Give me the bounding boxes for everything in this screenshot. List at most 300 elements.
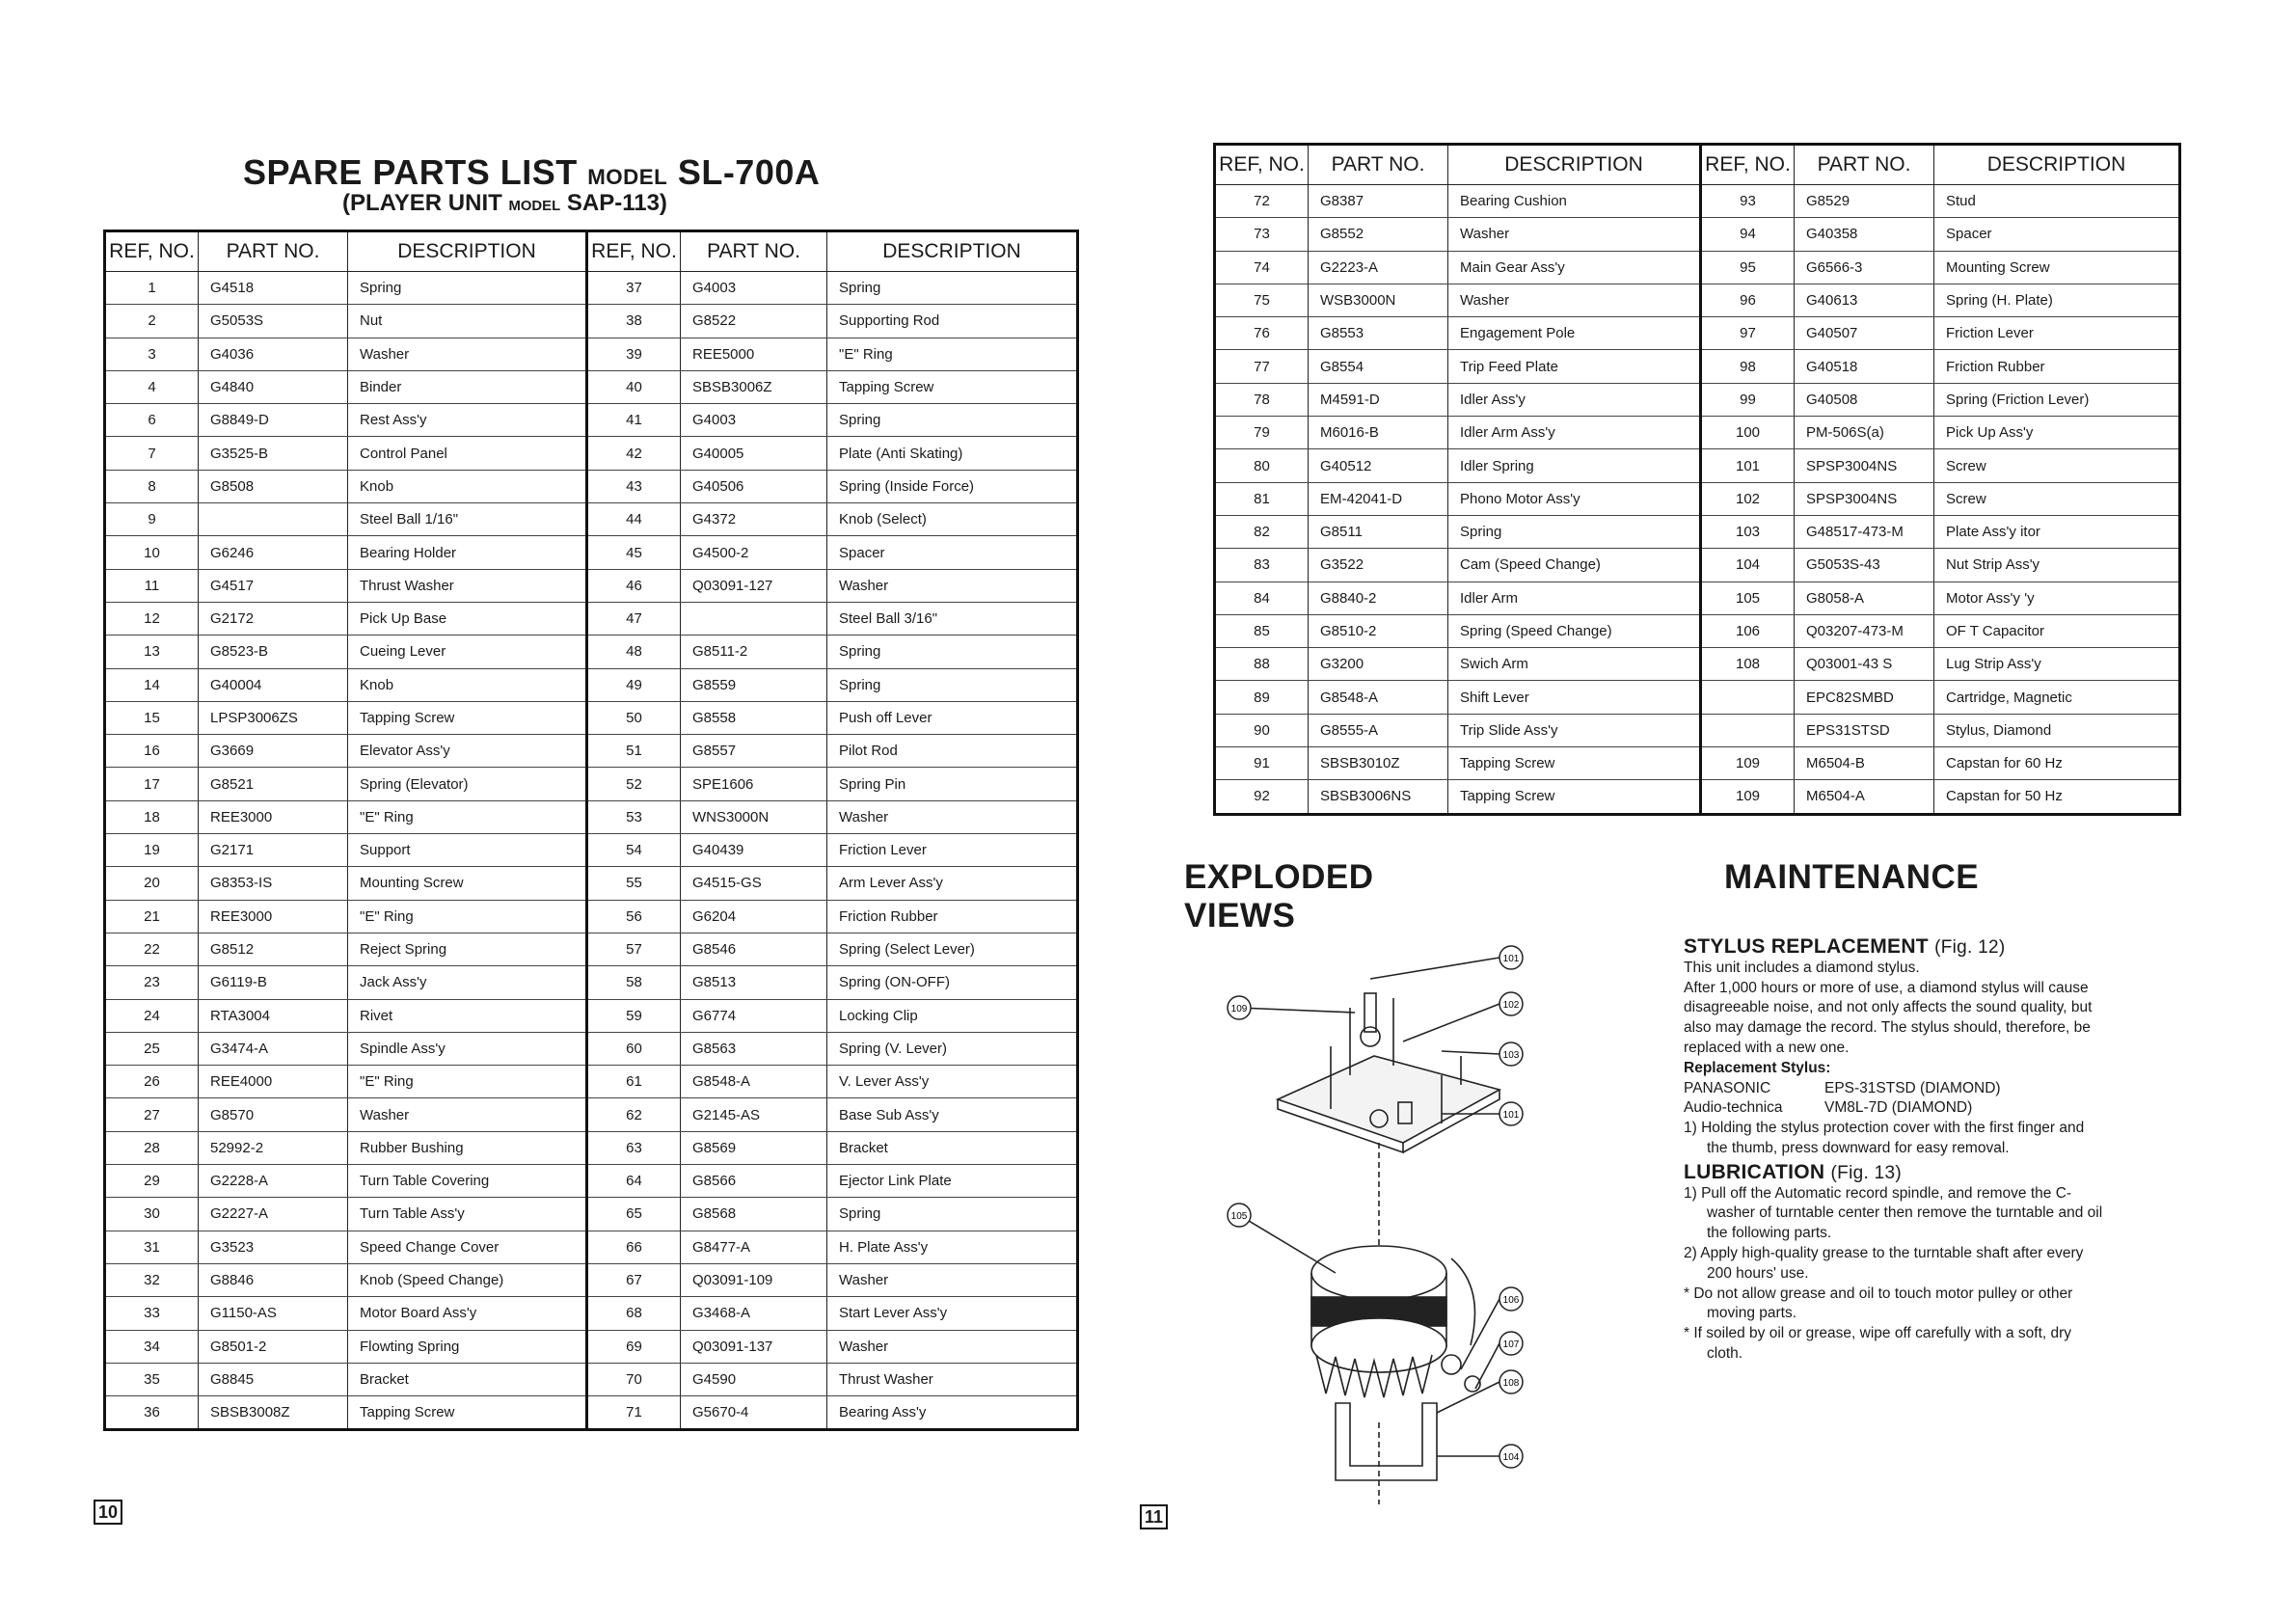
table-row bbox=[105, 1363, 1078, 1395]
ref-no-cell: 45 bbox=[587, 536, 681, 569]
description-cell: Spring (V. Lever) bbox=[827, 1032, 1078, 1065]
callout-104 bbox=[1499, 1445, 1523, 1468]
description-cell: Trip Slide Ass'y bbox=[1448, 714, 1701, 746]
part-no-cell: G3669 bbox=[199, 735, 348, 768]
maintenance-title: MAINTENANCE bbox=[1724, 858, 1980, 896]
description-cell: Turn Table Ass'y bbox=[348, 1198, 587, 1231]
part-no-cell: G40439 bbox=[681, 834, 827, 867]
ref-no-cell: 49 bbox=[587, 668, 681, 701]
part-no-cell: G8558 bbox=[681, 701, 827, 734]
ref-no-cell: 62 bbox=[587, 1098, 681, 1131]
table-row bbox=[1215, 614, 2180, 647]
table-header-row bbox=[1215, 145, 2180, 185]
ref-no-cell: 10 bbox=[105, 536, 199, 569]
description-cell: OF T Capacitor bbox=[1934, 614, 2180, 647]
description-cell: Swich Arm bbox=[1448, 648, 1701, 681]
ref-no-cell: 92 bbox=[1215, 780, 1309, 814]
description-cell: Pick Up Ass'y bbox=[1934, 417, 2180, 449]
description-cell: Elevator Ass'y bbox=[348, 735, 587, 768]
description-cell: Knob (Speed Change) bbox=[348, 1263, 587, 1296]
table-row bbox=[1215, 218, 2180, 251]
ref-no-cell: 58 bbox=[587, 966, 681, 999]
table-row bbox=[105, 999, 1078, 1032]
description-cell: Tapping Screw bbox=[348, 1396, 587, 1430]
part-no-cell: G8559 bbox=[681, 668, 827, 701]
description-cell: Washer bbox=[827, 569, 1078, 602]
table-row bbox=[1215, 648, 2180, 681]
column-header: REF, NO. bbox=[105, 231, 199, 272]
part-no-cell: G8510-2 bbox=[1309, 614, 1448, 647]
table-row bbox=[105, 503, 1078, 536]
ref-no-cell: 17 bbox=[105, 768, 199, 800]
part-no-cell: G5053S-43 bbox=[1795, 549, 1934, 582]
part-no-cell: G3523 bbox=[199, 1231, 348, 1263]
ref-no-cell: 85 bbox=[1215, 614, 1309, 647]
part-no-cell: PM-506S(a) bbox=[1795, 417, 1934, 449]
part-no-cell: G8849-D bbox=[199, 404, 348, 437]
replacement-row: PANASONIC EPS-31STSD (DIAMOND) bbox=[1684, 1079, 2001, 1096]
description-cell: Washer bbox=[827, 1330, 1078, 1363]
callout-107 bbox=[1499, 1332, 1523, 1355]
part-no-cell: M6504-B bbox=[1795, 747, 1934, 780]
svg-text:102: 102 bbox=[1502, 1000, 1520, 1011]
ref-no-cell: 46 bbox=[587, 569, 681, 602]
ref-no-cell: 91 bbox=[1215, 747, 1309, 780]
description-cell: Washer bbox=[827, 1263, 1078, 1296]
lubrication-note: * If soiled by oil or grease, wipe off carefully with a soft, dry cloth. bbox=[1684, 1325, 2072, 1362]
ref-no-cell: 63 bbox=[587, 1131, 681, 1164]
part-no-cell: REE3000 bbox=[199, 900, 348, 933]
description-cell: Spindle Ass'y bbox=[348, 1032, 587, 1065]
description-cell: Idler Arm bbox=[1448, 582, 1701, 614]
description-cell: Bracket bbox=[348, 1363, 587, 1395]
stylus-paragraph: This unit includes a diamond stylus. bbox=[1684, 959, 1920, 976]
description-cell: Speed Change Cover bbox=[348, 1231, 587, 1263]
description-cell: Pick Up Base bbox=[348, 602, 587, 635]
description-cell: Plate (Anti Skating) bbox=[827, 437, 1078, 470]
part-no-cell: G4036 bbox=[199, 338, 348, 370]
ref-no-cell: 94 bbox=[1701, 218, 1795, 251]
svg-text:103: 103 bbox=[1502, 1050, 1520, 1061]
table-row bbox=[1215, 549, 2180, 582]
ref-no-cell: 48 bbox=[587, 636, 681, 668]
table-row bbox=[1215, 417, 2180, 449]
part-no-cell: G8529 bbox=[1795, 185, 1934, 218]
ref-no-cell: 72 bbox=[1215, 185, 1309, 218]
description-cell: Thrust Washer bbox=[348, 569, 587, 602]
part-no-cell: G8387 bbox=[1309, 185, 1448, 218]
table-row bbox=[105, 569, 1078, 602]
ref-no-cell: 26 bbox=[105, 1066, 199, 1098]
part-no-cell: RTA3004 bbox=[199, 999, 348, 1032]
description-cell: Spring (Inside Force) bbox=[827, 470, 1078, 502]
ref-no-cell: 96 bbox=[1701, 284, 1795, 316]
part-no-cell: M6504-A bbox=[1795, 780, 1934, 814]
ref-no-cell: 79 bbox=[1215, 417, 1309, 449]
part-no-cell: G4518 bbox=[199, 272, 348, 305]
ref-no-cell: 13 bbox=[105, 636, 199, 668]
replacement-row: Audio-technica VM8L-7D (DIAMOND) bbox=[1684, 1099, 1973, 1117]
ref-no-cell: 89 bbox=[1215, 681, 1309, 714]
ref-no-cell: 2 bbox=[105, 305, 199, 338]
part-no-cell: SPSP3004NS bbox=[1795, 449, 1934, 482]
ref-no-cell: 9 bbox=[105, 503, 199, 536]
part-no-cell: G8477-A bbox=[681, 1231, 827, 1263]
description-cell: Spring (Speed Change) bbox=[1448, 614, 1701, 647]
description-cell: Spring (Elevator) bbox=[348, 768, 587, 800]
part-no-cell: G4590 bbox=[681, 1363, 827, 1395]
column-header: REF, NO. bbox=[1701, 145, 1795, 185]
ref-no-cell: 38 bbox=[587, 305, 681, 338]
ref-no-cell: 8 bbox=[105, 470, 199, 502]
description-cell: Reject Spring bbox=[348, 933, 587, 965]
part-no-cell: G6566-3 bbox=[1795, 251, 1934, 284]
ref-no-cell: 50 bbox=[587, 701, 681, 734]
spare-parts-table-right bbox=[1213, 143, 2181, 816]
table-row bbox=[105, 338, 1078, 370]
ref-no-cell: 93 bbox=[1701, 185, 1795, 218]
ref-no-cell: 64 bbox=[587, 1165, 681, 1198]
table-row bbox=[105, 272, 1078, 305]
table-row bbox=[105, 1263, 1078, 1296]
ref-no-cell: 4 bbox=[105, 370, 199, 403]
description-cell: Shift Lever bbox=[1448, 681, 1701, 714]
description-cell: Friction Lever bbox=[827, 834, 1078, 867]
description-cell: Spacer bbox=[1934, 218, 2180, 251]
ref-no-cell: 47 bbox=[587, 602, 681, 635]
callout-108 bbox=[1499, 1370, 1523, 1393]
part-no-cell: G8557 bbox=[681, 735, 827, 768]
ref-no-cell: 40 bbox=[587, 370, 681, 403]
table-row bbox=[1215, 482, 2180, 515]
part-no-cell: G8546 bbox=[681, 933, 827, 965]
callout-105 bbox=[1228, 1204, 1251, 1227]
description-cell: Idler Arm Ass'y bbox=[1448, 417, 1701, 449]
ref-no-cell: 1 bbox=[105, 272, 199, 305]
description-cell: Spring (H. Plate) bbox=[1934, 284, 2180, 316]
part-no-cell: G8548-A bbox=[1309, 681, 1448, 714]
ref-no-cell: 80 bbox=[1215, 449, 1309, 482]
part-no-cell: G8563 bbox=[681, 1032, 827, 1065]
description-cell: Support bbox=[348, 834, 587, 867]
description-cell: Mounting Screw bbox=[1934, 251, 2180, 284]
ref-no-cell: 52 bbox=[587, 768, 681, 800]
ref-no-cell: 68 bbox=[587, 1297, 681, 1330]
ref-no-cell: 88 bbox=[1215, 648, 1309, 681]
svg-text:101: 101 bbox=[1502, 954, 1520, 964]
description-cell: Push off Lever bbox=[827, 701, 1078, 734]
table-row bbox=[105, 536, 1078, 569]
table-row bbox=[105, 966, 1078, 999]
ref-no-cell: 66 bbox=[587, 1231, 681, 1263]
description-cell: Friction Lever bbox=[1934, 317, 2180, 350]
description-cell: Spring (Select Lever) bbox=[827, 933, 1078, 965]
ref-no-cell: 103 bbox=[1701, 515, 1795, 548]
part-no-cell: REE3000 bbox=[199, 800, 348, 833]
description-cell: Washer bbox=[1448, 284, 1701, 316]
part-no-cell: Q03091-137 bbox=[681, 1330, 827, 1363]
ref-no-cell: 76 bbox=[1215, 317, 1309, 350]
ref-no-cell: 23 bbox=[105, 966, 199, 999]
page-left bbox=[0, 0, 1128, 1623]
stylus-replacement-heading: STYLUS REPLACEMENT (Fig. 12) bbox=[1684, 935, 2006, 958]
table-row bbox=[1215, 317, 2180, 350]
page-number: 11 bbox=[1140, 1504, 1168, 1529]
part-no-cell: SBSB3010Z bbox=[1309, 747, 1448, 780]
part-no-cell: G40512 bbox=[1309, 449, 1448, 482]
part-no-cell: Q03091-127 bbox=[681, 569, 827, 602]
description-cell: Spring bbox=[348, 272, 587, 305]
description-cell: Washer bbox=[348, 338, 587, 370]
part-no-cell: G8570 bbox=[199, 1098, 348, 1131]
ref-no-cell: 14 bbox=[105, 668, 199, 701]
ref-no-cell: 90 bbox=[1215, 714, 1309, 746]
ref-no-cell: 102 bbox=[1701, 482, 1795, 515]
description-cell: Motor Ass'y 'y bbox=[1934, 582, 2180, 614]
part-no-cell: G8552 bbox=[1309, 218, 1448, 251]
table-row bbox=[105, 1396, 1078, 1430]
table-row bbox=[105, 1098, 1078, 1131]
column-header: PART NO. bbox=[1309, 145, 1448, 185]
ref-no-cell: 32 bbox=[105, 1263, 199, 1296]
ref-no-cell: 35 bbox=[105, 1363, 199, 1395]
part-no-cell: M6016-B bbox=[1309, 417, 1448, 449]
description-cell: Spacer bbox=[827, 536, 1078, 569]
description-cell: Tapping Screw bbox=[1448, 747, 1701, 780]
part-no-cell: G5053S bbox=[199, 305, 348, 338]
ref-no-cell: 39 bbox=[587, 338, 681, 370]
ref-no-cell: 3 bbox=[105, 338, 199, 370]
table-row bbox=[1215, 383, 2180, 416]
part-no-cell: M4591-D bbox=[1309, 383, 1448, 416]
description-cell: Rest Ass'y bbox=[348, 404, 587, 437]
column-header: DESCRIPTION bbox=[827, 231, 1078, 272]
part-no-cell: G6119-B bbox=[199, 966, 348, 999]
description-cell: Cueing Lever bbox=[348, 636, 587, 668]
part-no-cell: G8523-B bbox=[199, 636, 348, 668]
part-no-cell: G40004 bbox=[199, 668, 348, 701]
part-no-cell: G8508 bbox=[199, 470, 348, 502]
ref-no-cell: 6 bbox=[105, 404, 199, 437]
callout-106 bbox=[1499, 1287, 1523, 1311]
part-no-cell: G4840 bbox=[199, 370, 348, 403]
part-no-cell: G8353-IS bbox=[199, 867, 348, 900]
callout-101 bbox=[1499, 946, 1523, 969]
description-cell: Rubber Bushing bbox=[348, 1131, 587, 1164]
ref-no-cell: 67 bbox=[587, 1263, 681, 1296]
table-row bbox=[105, 834, 1078, 867]
description-cell: Spring bbox=[827, 636, 1078, 668]
svg-text:105: 105 bbox=[1230, 1211, 1248, 1222]
table-row bbox=[105, 370, 1078, 403]
ref-no-cell: 98 bbox=[1701, 350, 1795, 383]
svg-text:107: 107 bbox=[1502, 1339, 1520, 1350]
ref-no-cell: 55 bbox=[587, 867, 681, 900]
ref-no-cell: 73 bbox=[1215, 218, 1309, 251]
part-no-cell: G8511 bbox=[1309, 515, 1448, 548]
part-no-cell: Q03091-109 bbox=[681, 1263, 827, 1296]
description-cell: Capstan for 60 Hz bbox=[1934, 747, 2180, 780]
part-no-cell: G8512 bbox=[199, 933, 348, 965]
svg-text:106: 106 bbox=[1502, 1295, 1520, 1306]
description-cell: Screw bbox=[1934, 482, 2180, 515]
table-row bbox=[105, 1066, 1078, 1098]
svg-text:101: 101 bbox=[1502, 1110, 1520, 1121]
part-no-cell: G3474-A bbox=[199, 1032, 348, 1065]
part-no-cell bbox=[199, 503, 348, 536]
part-no-cell: EM-42041-D bbox=[1309, 482, 1448, 515]
part-no-cell: G8566 bbox=[681, 1165, 827, 1198]
callout-102 bbox=[1499, 992, 1523, 1015]
table-row bbox=[105, 900, 1078, 933]
table-row bbox=[105, 470, 1078, 502]
table-row bbox=[1215, 714, 2180, 746]
description-cell: Bearing Holder bbox=[348, 536, 587, 569]
ref-no-cell: 69 bbox=[587, 1330, 681, 1363]
description-cell: Washer bbox=[348, 1098, 587, 1131]
part-no-cell: G8569 bbox=[681, 1131, 827, 1164]
part-no-cell: G2227-A bbox=[199, 1198, 348, 1231]
ref-no-cell: 106 bbox=[1701, 614, 1795, 647]
ref-no-cell: 78 bbox=[1215, 383, 1309, 416]
part-no-cell: WNS3000N bbox=[681, 800, 827, 833]
ref-no-cell: 36 bbox=[105, 1396, 199, 1430]
ref-no-cell bbox=[1701, 681, 1795, 714]
part-no-cell: SBSB3006NS bbox=[1309, 780, 1448, 814]
table-row bbox=[105, 1231, 1078, 1263]
ref-no-cell: 54 bbox=[587, 834, 681, 867]
table-row bbox=[105, 1032, 1078, 1065]
table-row bbox=[105, 701, 1078, 734]
ref-no-cell: 27 bbox=[105, 1098, 199, 1131]
part-no-cell: G4372 bbox=[681, 503, 827, 536]
description-cell: Ejector Link Plate bbox=[827, 1165, 1078, 1198]
part-no-cell: G8554 bbox=[1309, 350, 1448, 383]
description-cell: Stud bbox=[1934, 185, 2180, 218]
ref-no-cell: 70 bbox=[587, 1363, 681, 1395]
ref-no-cell: 71 bbox=[587, 1396, 681, 1430]
ref-no-cell: 99 bbox=[1701, 383, 1795, 416]
part-no-cell: WSB3000N bbox=[1309, 284, 1448, 316]
ref-no-cell: 34 bbox=[105, 1330, 199, 1363]
table-row bbox=[105, 636, 1078, 668]
part-no-cell: G8522 bbox=[681, 305, 827, 338]
description-cell: Main Gear Ass'y bbox=[1448, 251, 1701, 284]
ref-no-cell: 75 bbox=[1215, 284, 1309, 316]
ref-no-cell: 22 bbox=[105, 933, 199, 965]
ref-no-cell: 59 bbox=[587, 999, 681, 1032]
ref-no-cell: 95 bbox=[1701, 251, 1795, 284]
exploded-views-title: EXPLODED VIEWS bbox=[1184, 858, 1374, 934]
description-cell: V. Lever Ass'y bbox=[827, 1066, 1078, 1098]
lubrication-heading: LUBRICATION (Fig. 13) bbox=[1684, 1160, 1902, 1183]
part-no-cell: EPC82SMBD bbox=[1795, 681, 1934, 714]
part-no-cell: G8513 bbox=[681, 966, 827, 999]
description-cell: Capstan for 50 Hz bbox=[1934, 780, 2180, 814]
ref-no-cell: 105 bbox=[1701, 582, 1795, 614]
ref-no-cell: 16 bbox=[105, 735, 199, 768]
ref-no-cell bbox=[1701, 714, 1795, 746]
description-cell: Spring bbox=[827, 668, 1078, 701]
table-row bbox=[105, 437, 1078, 470]
description-cell: "E" Ring bbox=[348, 1066, 587, 1098]
ref-no-cell: 28 bbox=[105, 1131, 199, 1164]
description-cell: Start Lever Ass'y bbox=[827, 1297, 1078, 1330]
part-no-cell: G4003 bbox=[681, 272, 827, 305]
ref-no-cell: 42 bbox=[587, 437, 681, 470]
part-no-cell: G2228-A bbox=[199, 1165, 348, 1198]
table-row bbox=[105, 1198, 1078, 1231]
part-no-cell: G8501-2 bbox=[199, 1330, 348, 1363]
description-cell: Turn Table Covering bbox=[348, 1165, 587, 1198]
description-cell: "E" Ring bbox=[827, 338, 1078, 370]
lubrication-note: * Do not allow grease and oil to touch motor pulley or other moving parts. bbox=[1684, 1285, 2073, 1322]
column-header: REF, NO. bbox=[1215, 145, 1309, 185]
description-cell: Jack Ass'y bbox=[348, 966, 587, 999]
part-no-cell: G4515-GS bbox=[681, 867, 827, 900]
description-cell: Trip Feed Plate bbox=[1448, 350, 1701, 383]
description-cell: Base Sub Ass'y bbox=[827, 1098, 1078, 1131]
description-cell: Tapping Screw bbox=[1448, 780, 1701, 814]
ref-no-cell: 100 bbox=[1701, 417, 1795, 449]
part-no-cell: G40358 bbox=[1795, 218, 1934, 251]
column-header: PART NO. bbox=[681, 231, 827, 272]
part-no-cell: G1150-AS bbox=[199, 1297, 348, 1330]
part-no-cell: G8845 bbox=[199, 1363, 348, 1395]
description-cell: Locking Clip bbox=[827, 999, 1078, 1032]
table-row bbox=[1215, 284, 2180, 316]
description-cell: Washer bbox=[827, 800, 1078, 833]
description-cell: Cam (Speed Change) bbox=[1448, 549, 1701, 582]
part-no-cell: G2223-A bbox=[1309, 251, 1448, 284]
description-cell: Bearing Ass'y bbox=[827, 1396, 1078, 1430]
stylus-step: 1) Holding the stylus protection cover with the first finger and the thumb, press downward for easy removal. bbox=[1684, 1120, 2085, 1156]
ref-no-cell: 11 bbox=[105, 569, 199, 602]
ref-no-cell: 84 bbox=[1215, 582, 1309, 614]
description-cell: Spring bbox=[1448, 515, 1701, 548]
description-cell: Friction Rubber bbox=[827, 900, 1078, 933]
callout-101b bbox=[1499, 1102, 1523, 1125]
description-cell: Spring Pin bbox=[827, 768, 1078, 800]
part-no-cell: G8511-2 bbox=[681, 636, 827, 668]
ref-no-cell: 60 bbox=[587, 1032, 681, 1065]
description-cell: Engagement Pole bbox=[1448, 317, 1701, 350]
ref-no-cell: 83 bbox=[1215, 549, 1309, 582]
column-header: DESCRIPTION bbox=[1934, 145, 2180, 185]
table-row bbox=[105, 800, 1078, 833]
ref-no-cell: 43 bbox=[587, 470, 681, 502]
description-cell: Mounting Screw bbox=[348, 867, 587, 900]
lubrication-step: 2) Apply high-quality grease to the turntable shaft after every 200 hours' use. bbox=[1684, 1244, 2084, 1282]
column-header: PART NO. bbox=[199, 231, 348, 272]
part-no-cell: G4517 bbox=[199, 569, 348, 602]
ref-no-cell: 97 bbox=[1701, 317, 1795, 350]
column-header: DESCRIPTION bbox=[1448, 145, 1701, 185]
svg-text:104: 104 bbox=[1502, 1452, 1520, 1463]
part-no-cell: G8521 bbox=[199, 768, 348, 800]
part-no-cell: G48517-473-M bbox=[1795, 515, 1934, 548]
part-no-cell: G8553 bbox=[1309, 317, 1448, 350]
column-header: DESCRIPTION bbox=[348, 231, 587, 272]
ref-no-cell: 104 bbox=[1701, 549, 1795, 582]
part-no-cell: LPSP3006ZS bbox=[199, 701, 348, 734]
description-cell: Arm Lever Ass'y bbox=[827, 867, 1078, 900]
ref-no-cell: 101 bbox=[1701, 449, 1795, 482]
description-cell: Motor Board Ass'y bbox=[348, 1297, 587, 1330]
part-no-cell: EPS31STSD bbox=[1795, 714, 1934, 746]
part-no-cell: Q03207-473-M bbox=[1795, 614, 1934, 647]
ref-no-cell: 81 bbox=[1215, 482, 1309, 515]
